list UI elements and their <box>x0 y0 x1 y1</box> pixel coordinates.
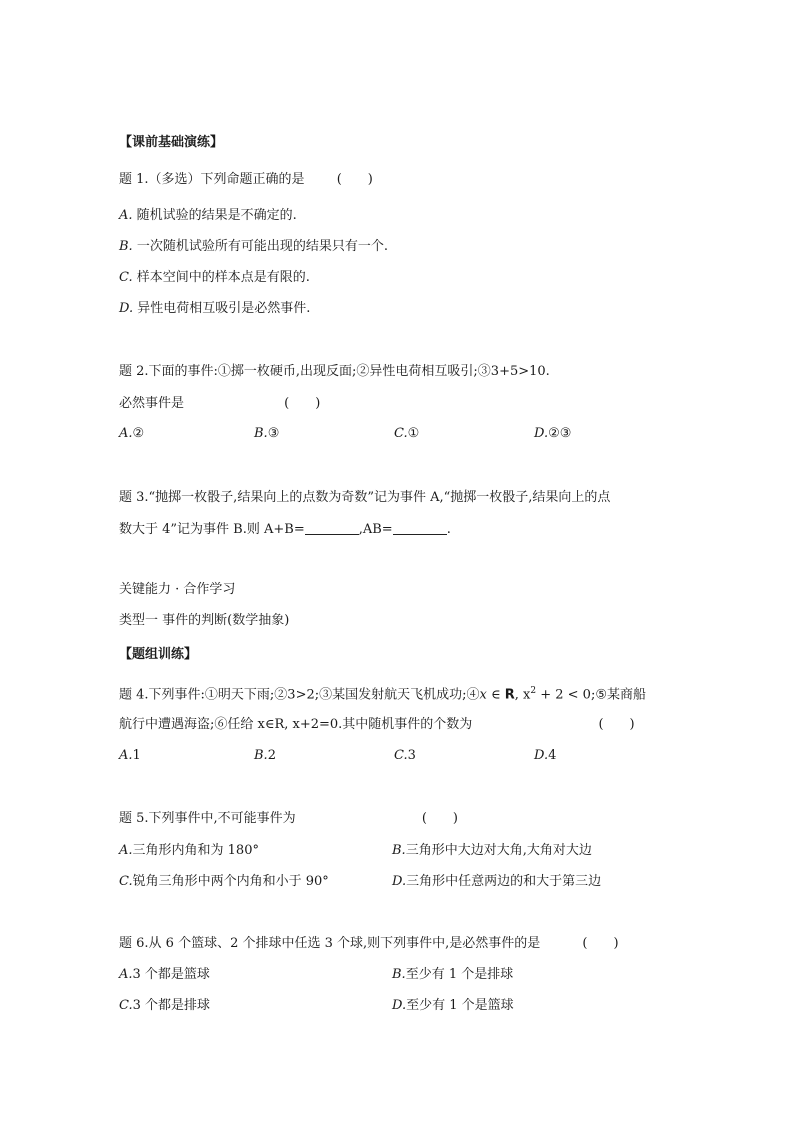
question-2-text: 必然事件是 <box>119 396 185 411</box>
question-5-option-c <box>119 873 329 891</box>
question-4-answer-paren: ( ) <box>598 717 635 732</box>
question-6-answer-paren: ( ) <box>582 936 619 951</box>
option-letter: A. <box>119 208 133 223</box>
option-text: 三角形内角和为 180° <box>132 843 259 858</box>
question-2-option-d <box>534 425 571 443</box>
answer-blank-ab[interactable] <box>393 522 447 535</box>
option-text: ②③ <box>548 426 572 441</box>
question-6-option-d <box>392 997 514 1015</box>
question-4-line1 <box>119 682 646 704</box>
question-3-text-a: 数大于 4”记为事件 B.则 A+B= <box>119 522 305 537</box>
option-text: 一次随机试验所有可能出现的结果只有一个. <box>136 239 388 254</box>
question-1-option-b <box>119 238 388 256</box>
question-1-text: 题 1.（多选）下列命题正确的是 <box>119 172 305 187</box>
question-2-option-a <box>119 425 144 443</box>
question-2-line2 <box>119 395 320 413</box>
question-4-option-a <box>119 747 141 765</box>
option-text: 至少有 1 个是篮球 <box>406 998 514 1013</box>
option-text: 三角形中大边对大角,大角对大边 <box>405 843 592 858</box>
option-letter: D. <box>119 301 134 316</box>
question-1-answer-paren: ( ) <box>336 172 373 187</box>
question-1-option-a <box>119 207 297 225</box>
option-text: 2 <box>267 748 276 763</box>
question-5-option-a <box>119 842 259 860</box>
question-3-text-c: . <box>446 522 451 537</box>
math-x2: , x <box>514 687 531 703</box>
option-letter: D. <box>392 874 407 889</box>
option-letter: C. <box>119 998 133 1013</box>
option-text: 3 个都是排球 <box>132 998 211 1013</box>
option-letter: D. <box>534 426 549 441</box>
option-letter: B. <box>392 843 406 858</box>
question-2-answer-paren: ( ) <box>284 396 321 411</box>
option-letter: C. <box>119 874 133 889</box>
question-6-option-c <box>119 997 210 1015</box>
option-text: 4 <box>548 748 557 763</box>
question-4-option-b <box>254 747 276 765</box>
question-1-option-d <box>119 300 310 318</box>
option-text: ③ <box>267 426 280 441</box>
option-text: ② <box>132 426 145 441</box>
question-5-stem <box>119 810 458 828</box>
question-5-answer-paren: ( ) <box>421 811 458 826</box>
question-5-text: 题 5.下列事件中,不可能事件为 <box>119 811 296 826</box>
question-3-text-b: ,AB= <box>358 522 393 537</box>
math-x: x <box>479 687 487 703</box>
option-text: ① <box>407 426 420 441</box>
math-in: ∈ <box>486 687 505 703</box>
question-3-line1: 题 3.“抛掷一枚骰子,结果向上的点数为奇数”记为事件 A,“抛掷一枚骰子,结果向上的点 <box>119 490 611 505</box>
question-4-text-a: 题 4.下列事件:①明天下雨;②3>2;③某国发射航天飞机成功;④ <box>119 687 480 703</box>
option-text: 1 <box>132 748 141 763</box>
option-text: 锐角三角形中两个内角和小于 90° <box>132 874 329 889</box>
option-letter: A. <box>119 748 133 763</box>
option-letter: B. <box>254 426 268 441</box>
option-letter: D. <box>392 998 407 1013</box>
option-letter: B. <box>254 748 268 763</box>
question-6-stem <box>119 935 619 953</box>
section-heading-group-training: 【题组训练】 <box>119 647 198 662</box>
question-5-option-d <box>392 873 601 891</box>
option-letter: C. <box>394 426 408 441</box>
option-letter: B. <box>392 967 406 982</box>
question-4-text: 航行中遭遇海盗;⑥任给 x∈R, x+2=0.其中随机事件的个数为 <box>119 717 473 732</box>
answer-blank-a-plus-b[interactable] <box>305 522 359 535</box>
question-2-option-b <box>254 425 279 443</box>
question-4-line2 <box>119 716 635 734</box>
question-3-line2 <box>119 521 451 539</box>
section-heading-pre-class: 【课前基础演练】 <box>119 135 224 150</box>
question-2-stem: 题 2.下面的事件:①掷一枚硬币,出现反面;②异性电荷相互吸引;③3+5>10. <box>119 364 550 379</box>
option-text: 至少有 1 个是排球 <box>405 967 514 982</box>
math-inequality: + 2 < 0 <box>536 687 591 703</box>
option-letter: C. <box>119 270 133 285</box>
option-text: 3 个都是篮球 <box>132 967 210 982</box>
question-6-option-b <box>392 966 513 984</box>
question-1-option-c <box>119 269 310 287</box>
option-letter: A. <box>119 967 133 982</box>
question-6-option-a <box>119 966 210 984</box>
question-4-option-d <box>534 747 556 765</box>
option-letter: A. <box>119 843 133 858</box>
question-2-option-c <box>394 425 419 443</box>
math-exponent: 2 <box>530 686 537 696</box>
section-key-abilities: 关键能力 · 合作学习 <box>119 582 236 597</box>
option-text: 三角形中任意两边的和大于第三边 <box>406 874 602 889</box>
option-text: 随机试验的结果是不确定的. <box>136 208 297 223</box>
option-text: 样本空间中的样本点是有限的. <box>136 270 310 285</box>
question-1-stem <box>119 171 373 189</box>
question-6-text: 题 6.从 6 个篮球、2 个排球中任选 3 个球,则下列事件中,是必然事件的是 <box>119 936 541 951</box>
option-text: 3 <box>407 748 416 763</box>
option-letter: D. <box>534 748 549 763</box>
question-4-text-d: ;⑤某商船 <box>590 687 646 703</box>
option-letter: A. <box>119 426 133 441</box>
option-letter: C. <box>394 748 408 763</box>
option-letter: B. <box>119 239 133 254</box>
type-one-heading: 类型一 事件的判断(数学抽象) <box>119 613 290 628</box>
option-text: 异性电荷相互吸引是必然事件. <box>137 301 311 316</box>
math-real-set: R <box>504 687 515 703</box>
question-4-option-c <box>394 747 416 765</box>
question-5-option-b <box>392 842 592 860</box>
